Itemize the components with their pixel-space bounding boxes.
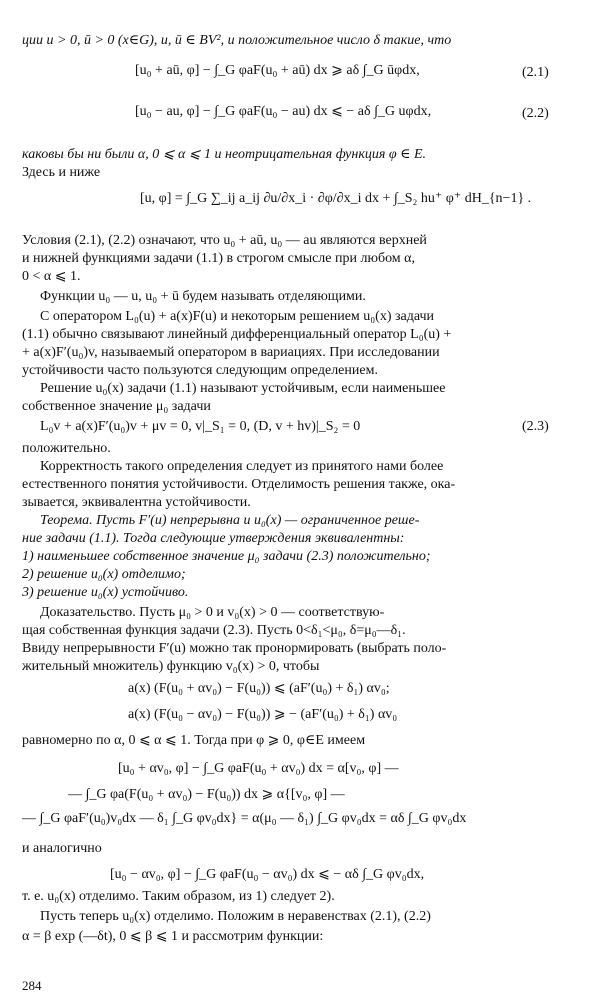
equation-number: (2.1): [522, 65, 549, 80]
text-line: Функции u₀ — u, u₀ + ū будем называть отделяющими.: [40, 289, 366, 304]
theorem-item: 3) решение u₀(x) устойчиво.: [22, 585, 189, 600]
derivation-line: [u₀ + αv₀, φ] − ∫_G φaF(u₀ + αv₀) dx = α[v₀, φ] —: [118, 761, 399, 776]
text-line: зывается, эквивалентна устойчивости.: [22, 495, 251, 510]
proof-text: Пусть теперь u₀(x) отделимо. Положим в неравенствах (2.1), (2.2): [40, 909, 431, 924]
theorem-item: 1) наименьшее собственное значение μ₀ задачи (2.3) положительно;: [22, 549, 431, 564]
text-line: собственное значение μ₀ задачи: [22, 399, 211, 414]
theorem-statement: ние задачи (1.1). Тогда следующие утверждения эквивалентны:: [22, 531, 405, 546]
text-line: Условия (2.1), (2.2) означают, что u₀ + aū, u₀ — au являются верхней: [22, 233, 427, 248]
text-line: естественного понятия устойчивости. Отделимость решения также, ока-: [22, 477, 456, 492]
proof-text: и аналогично: [22, 841, 102, 856]
text-line: Здесь и ниже: [22, 165, 101, 180]
equation-number: (2.3): [522, 419, 549, 434]
text-line: + a(x)F′(u₀)v, называемый оператором в вариациях. При исследовании: [22, 345, 440, 360]
text-line: и нижней функциями задачи (1.1) в строгом смысле при любом α,: [22, 251, 415, 266]
equation-2-3: L₀v + a(x)F′(u₀)v + μv = 0, v|_S₁ = 0, (D, v + hv)|_S₂ = 0: [40, 419, 361, 434]
proof-text: равномерно по α, 0 ⩽ α ⩽ 1. Тогда при φ ⩾ 0, φ∈E имеем: [22, 733, 366, 748]
equation-2-1: [u₀ + aū, φ] − ∫_G φaF(u₀ + aū) dx ⩾ aδ ∫_G ūφdx,: [135, 63, 420, 78]
text-line: каковы бы ни были α, 0 ⩽ α ⩽ 1 и неотрицательная функция φ ∈ E.: [22, 147, 427, 162]
theorem-item: 2) решение u₀(x) отделимо;: [22, 567, 186, 582]
proof-text: Доказательство. Пусть μ₀ > 0 и v₀(x) > 0 — соответствую-: [40, 605, 385, 620]
proof-text: т. е. u₀(x) отделимо. Таким образом, из 1) следует 2).: [22, 889, 335, 904]
derivation-line: — ∫_G φa(F(u₀ + αv₀) − F(u₀)) dx ⩾ α{[v₀, φ] —: [68, 787, 345, 802]
text-line: устойчивости часто пользуются следующим определением.: [22, 363, 378, 378]
text-line: положительно.: [22, 441, 111, 456]
theorem-statement: Теорема. Пусть F′(u) непрерывна и u₀(x) — ограниченное реше-: [40, 513, 420, 528]
proof-text: Ввиду непрерывности F′(u) можно так пронормировать (выбрать поло-: [22, 641, 447, 656]
text-line: С оператором L₀(u) + a(x)F(u) и некоторым решением u₀(x) задачи: [40, 309, 435, 324]
text-line: (1.1) обычно связывают линейный дифференциальный оператор L₀(u) +: [22, 327, 452, 342]
proof-text: жительный множитель) функцию v₀(x) > 0, чтобы: [22, 659, 320, 674]
bilinear-form-definition: [u, φ] = ∫_G ∑_ij a_ij ∂u/∂x_i · ∂φ/∂x_i dx + ∫_S₂ hu⁺ φ⁺ dH_{n−1} .: [140, 191, 532, 206]
text-line: 0 < α ⩽ 1.: [22, 269, 81, 284]
equation-number: (2.2): [522, 106, 549, 121]
text-line: Решение u₀(x) задачи (1.1) называют устойчивым, если наименьшее: [40, 381, 446, 396]
proof-text: щая собственная функция задачи (2.3). Пусть 0<δ₁<μ₀, δ=μ₀—δ₁.: [22, 623, 406, 638]
text-line: Корректность такого определения следует из принятого нами более: [40, 459, 444, 474]
inequality: a(x) (F(u₀ − αv₀) − F(u₀)) ⩾ − (aF′(u₀) + δ₁) αv₀: [128, 707, 398, 722]
equation-2-2: [u₀ − au, φ] − ∫_G φaF(u₀ − au) dx ⩽ − aδ ∫_G uφdx,: [135, 104, 432, 119]
derivation-line: — ∫_G φaF′(u₀)v₀dx — δ₁ ∫_G φv₀dx} = α(μ₀ — δ₁) ∫_G φv₀dx = αδ ∫_G φv₀dx: [22, 811, 467, 826]
inequality: a(x) (F(u₀ + αv₀) − F(u₀)) ⩽ (aF′(u₀) + δ₁) αv₀;: [128, 681, 390, 696]
derivation-line: [u₀ − αv₀, φ] − ∫_G φaF(u₀ − αv₀) dx ⩽ − αδ ∫_G φv₀dx,: [110, 867, 425, 882]
text-line: ции u > 0, ū > 0 (x∈G), u, ū ∈ BV², и положительное число δ такие, что: [22, 33, 452, 48]
page-number: 284: [22, 978, 42, 993]
proof-text: α = β exp (—δt), 0 ⩽ β ⩽ 1 и рассмотрим функции:: [22, 929, 324, 944]
